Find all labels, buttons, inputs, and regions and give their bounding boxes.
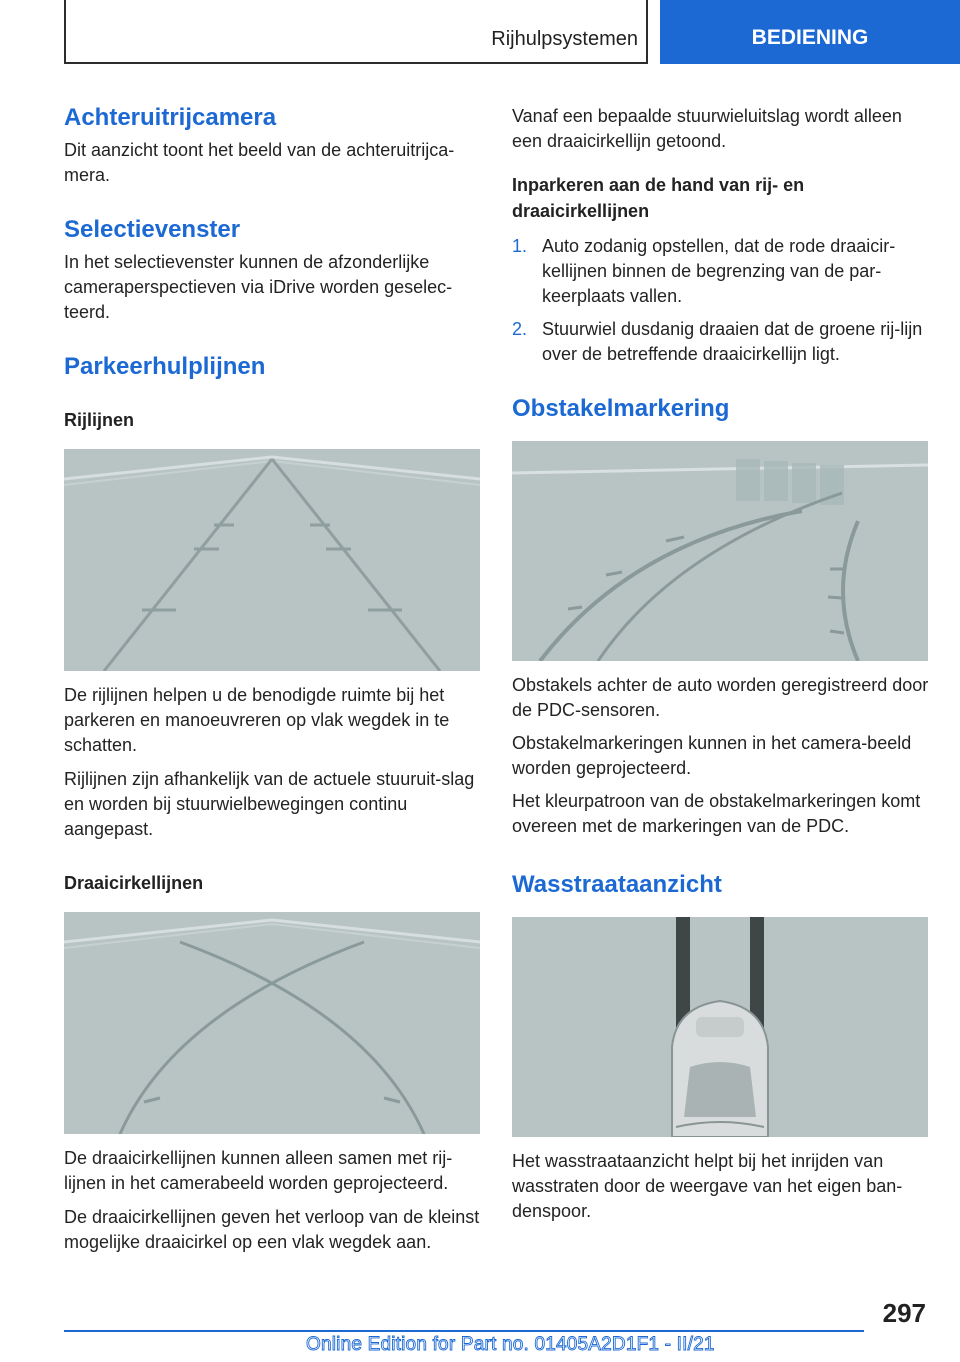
driving-text-1: De rijlijnen helpen u de benodigde ruimte bij het parkeren en manoeuvreren op vlak wegdek in te schatten. xyxy=(64,685,450,755)
list-item xyxy=(512,234,930,309)
driving-lines-image xyxy=(64,449,480,671)
header-chapter-tab[interactable]: BEDIENING xyxy=(660,0,960,64)
obstacle-text-3: Het kleurpatroon van de obstakelmarkeringen komt overeen met de markeringen van de PDC. xyxy=(512,791,921,836)
step-text: Auto zodanig opstellen, dat de rode draaicir-kellijnen binnen de begrenzing van de par-keerplaats vallen. xyxy=(542,236,896,306)
turning-lines-image xyxy=(64,912,480,1134)
page-number: 297 xyxy=(882,1298,926,1328)
parking-steps xyxy=(512,234,930,367)
footer-rule xyxy=(64,1330,864,1332)
obstacle-text-1: Obstakels achter de auto worden geregistreerd door de PDC-sensoren. xyxy=(512,675,929,720)
carwash-text: Het wasstraataanzicht helpt bij het inrijden van wasstraten door de weergave van het eigen ban-denspoor. xyxy=(512,1151,903,1221)
obstacle-text-2: Obstakelmarkeringen kunnen in het camera-beeld worden geprojecteerd. xyxy=(512,733,912,778)
driving-text-2: Rijlijnen zijn afhankelijk van de actuele stuuruit-slag en worden bij stuurwielbewegingen continu aangepast. xyxy=(64,769,475,839)
heading-obstacle: Obstakelmarkering xyxy=(512,395,730,422)
footer-edition: Online Edition for Part no. 01405A2D1F1 - II/21 xyxy=(306,1334,715,1355)
list-item xyxy=(512,317,930,367)
header-section-title: Rijhulpsystemen xyxy=(491,28,638,50)
step-number: 1. xyxy=(512,236,528,256)
step-number: 2. xyxy=(512,319,528,339)
obstacle-figure xyxy=(512,441,928,661)
heading-guide-lines: Parkeerhulplijnen xyxy=(64,353,266,380)
heading-carwash: Wasstraataanzicht xyxy=(512,871,722,898)
driving-lines-figure xyxy=(64,449,480,671)
turning-lines-figure xyxy=(64,912,480,1134)
turning-text-1: De draaicirkellijnen kunnen alleen samen met rij-lijnen in het camerabeeld worden geprojecteerd. xyxy=(64,1148,453,1193)
intro-text: Vanaf een bepaalde stuurwieluitslag wordt alleen een draaicirkellijn getoond. xyxy=(512,106,902,151)
left-column xyxy=(64,100,482,1255)
carwash-figure xyxy=(512,917,928,1137)
heading-driving-lines: Rijlijnen xyxy=(64,410,135,430)
heading-turning-lines: Draaicirkellijnen xyxy=(64,873,204,893)
turning-text-2: De draaicirkellijnen geven het verloop van de kleinst mogelijke draaicirkel op een vlak wegdek aan. xyxy=(64,1207,480,1252)
carwash-image xyxy=(512,917,928,1137)
obstacle-image xyxy=(512,441,928,661)
step-text: Stuurwiel dusdanig draaien dat de groene rij-lijn over de betreffende draaicirkellijn ligt. xyxy=(542,319,923,364)
heading-parking: Inparkeren aan de hand van rij- en draaicirkellijnen xyxy=(512,175,805,221)
camera-text: Dit aanzicht toont het beeld van de achteruitrijca-mera. xyxy=(64,140,455,185)
heading-camera: Achteruitrijcamera xyxy=(64,104,277,131)
heading-selector: Selectievenster xyxy=(64,216,241,243)
right-column xyxy=(512,100,930,1224)
selector-text: In het selectievenster kunnen de afzonderlijke cameraperspectieven via iDrive worden geselec-teerd. xyxy=(64,252,453,322)
